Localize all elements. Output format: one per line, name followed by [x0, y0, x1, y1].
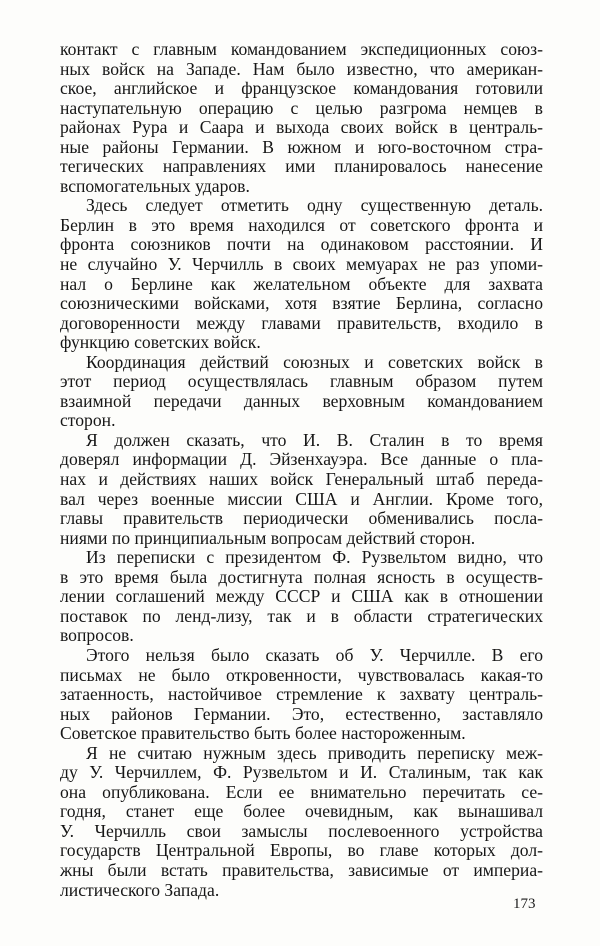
- text-line: союзническими войсками, хотя взятие Берлина, согласно: [60, 293, 543, 314]
- text-line: ду У. Черчиллем, Ф. Рузвельтом и И. Сталиным, так как: [60, 762, 543, 783]
- paragraph: [60, 646, 543, 744]
- text-line: Я не считаю нужным здесь приводить переписку меж-: [86, 742, 543, 763]
- text-line: Из переписки с президентом Ф. Рузвельтом видно, что: [86, 547, 543, 568]
- text-line: доверял информации Д. Эйзенхауэра. Все данные о пла-: [60, 449, 543, 470]
- text-line: затаенность, настойчивое стремление к захвату централь-: [60, 684, 543, 705]
- text-line: главы правительств периодически обменивались посла-: [60, 508, 543, 529]
- text-line: районах Рура и Саара и выхода своих войск в централь-: [60, 117, 543, 138]
- text-line: сторон.: [60, 410, 116, 431]
- text-line: лении соглашений между СССР и США как в отношении: [60, 586, 543, 607]
- text-line: ные районы Германии. В южном и юго-восточном стра-: [60, 136, 543, 157]
- text-line: не случайно У. Черчилль в своих мемуарах не раз упоми-: [60, 254, 543, 275]
- body-text: [60, 40, 543, 900]
- paragraph: [60, 40, 543, 196]
- page-number: 173: [513, 896, 536, 912]
- text-line: в это время была достигнута полная ясность в осуществ-: [60, 566, 543, 587]
- text-line: годня, станет еще более очевидным, как вынашивал: [60, 801, 543, 822]
- text-line: контакт с главным командованием экспедиционных союз-: [60, 39, 543, 59]
- text-line: Координация действий союзных и советских войск в: [86, 351, 543, 372]
- text-line: договоренности между главами правительств, входило в: [60, 312, 543, 333]
- text-line: поставок по ленд-лизу, так и в области стратегических: [60, 605, 543, 626]
- paragraph: [60, 353, 543, 431]
- text-line: государств Центральной Европы, во главе которых дол-: [60, 840, 543, 861]
- paragraph: [60, 196, 543, 352]
- paragraph: [60, 548, 543, 646]
- text-line: фронта союзников почти на одинаковом расстоянии. И: [60, 234, 543, 255]
- text-line: тегических направлениях ими планировалось нанесение: [60, 156, 543, 177]
- text-line: жны были встать правительства, зависимые от империа-: [60, 859, 543, 880]
- text-line: Я должен сказать, что И. В. Сталин в то время: [86, 429, 543, 450]
- text-line: функцию советских войск.: [60, 332, 261, 353]
- text-line: листического Запада.: [60, 879, 220, 900]
- text-line: Советское правительство быть более настороженным.: [60, 723, 466, 744]
- paragraph: [60, 744, 543, 900]
- text-line: взаимной передачи данных верховным командованием: [60, 390, 543, 411]
- text-line: ниями по принципиальным вопросам действий сторон.: [60, 527, 476, 548]
- text-line: У. Черчилль свои замыслы послевоенного устройства: [60, 820, 543, 841]
- text-line: Этого нельзя было сказать об У. Черчилле. В его: [86, 644, 543, 665]
- text-line: этот период осуществлялась главным образом путем: [60, 371, 543, 392]
- text-line: вспомогательных ударов.: [60, 175, 250, 196]
- text-line: письмах не было откровенности, чувствовалась какая-то: [60, 664, 543, 685]
- text-line: Берлин в это время находился от советского фронта и: [60, 214, 543, 235]
- paragraph: [60, 431, 543, 548]
- text-line: ных районов Германии. Это, естественно, заставляло: [60, 703, 543, 724]
- text-line: нах и действиях наших войск Генеральный штаб переда-: [60, 469, 543, 490]
- text-line: ных войск на Западе. Нам было известно, что американ-: [60, 58, 543, 79]
- text-line: вал через военные миссии США и Англии. Кроме того,: [60, 488, 543, 509]
- text-line: Здесь следует отметить одну существенную деталь.: [86, 195, 543, 216]
- text-line: наступательную операцию с целью разгрома немцев в: [60, 97, 543, 118]
- text-line: ское, английское и французское командования готовили: [60, 78, 543, 99]
- text-line: нал о Берлине как желательном объекте для захвата: [60, 273, 543, 294]
- text-line: она опубликована. Если ее внимательно перечитать се-: [60, 781, 543, 802]
- text-line: вопросов.: [60, 625, 134, 646]
